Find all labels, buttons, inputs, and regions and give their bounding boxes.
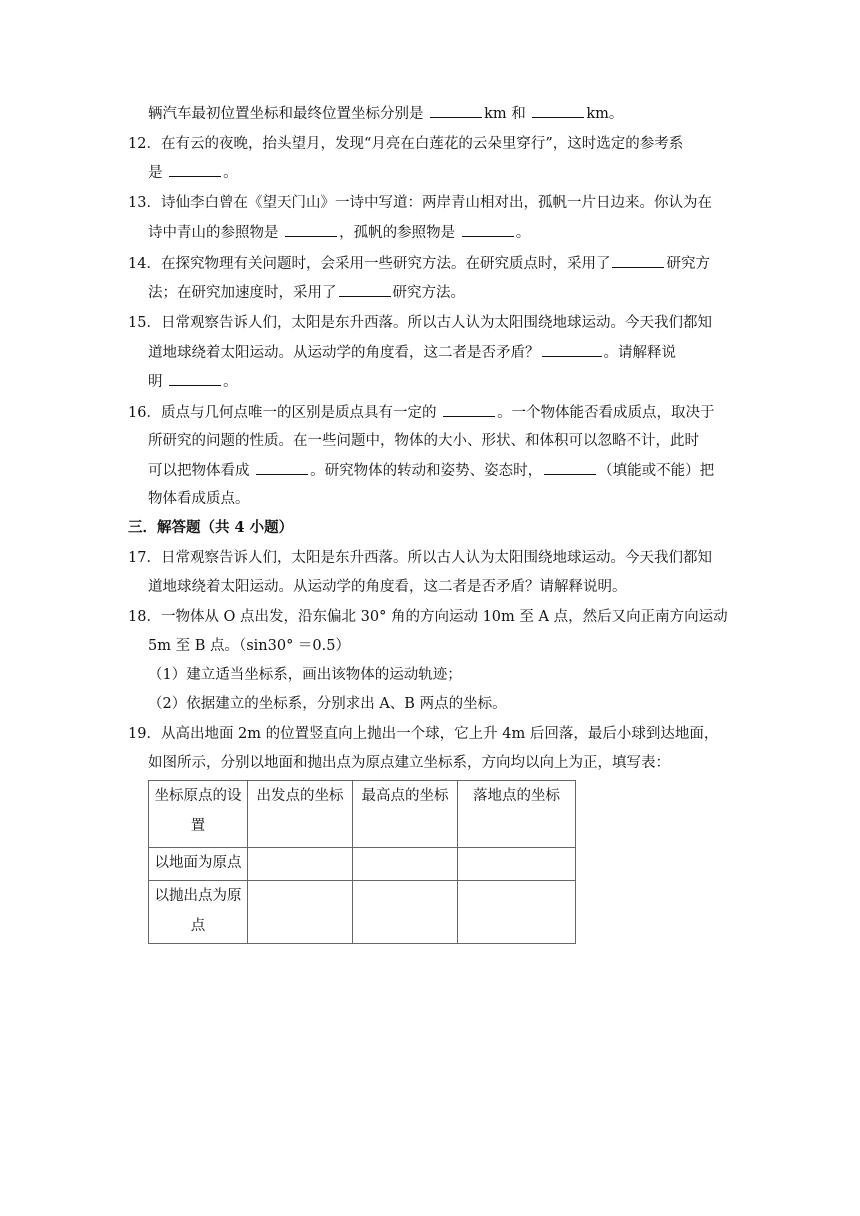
q15-text-2a: 道地球绕着太阳运动。从运动学的角度看，这二者是否矛盾？	[148, 345, 540, 361]
q15-blank-1	[542, 342, 602, 357]
table-cell	[353, 881, 458, 944]
q11-text-a: 辆汽车最初位置坐标和最终位置坐标分别是	[148, 106, 429, 122]
q13-blank-2	[462, 222, 514, 237]
q16-text-3c: （填能或不能）把	[598, 463, 715, 479]
q14-text-1b: 研究方	[666, 256, 710, 272]
q14-text-2b: 研究方法。	[392, 285, 465, 301]
q12-text-2b: 。	[223, 165, 238, 181]
q17-text-2: 道地球绕着太阳运动。从运动学的角度看，这二者是否矛盾？请解释说明。	[148, 579, 627, 595]
q13-line-2	[148, 222, 530, 243]
table-cell	[458, 881, 576, 944]
q19-line-2	[148, 753, 670, 773]
q17-line-1	[128, 548, 712, 568]
q15-text-2b: 。请解释说	[603, 345, 676, 361]
q16-text-2: 所研究的问题的性质。在一些问题中，物体的大小、形状、和体积可以忽略不计，此时	[148, 433, 699, 449]
table-cell	[248, 881, 353, 944]
q11-blank-2	[532, 103, 584, 118]
table-row-label: 以地面为原点	[149, 848, 248, 881]
q19-line-1	[128, 724, 718, 744]
q15-number: 15．	[128, 315, 161, 331]
table-header-start: 出发点的坐标	[248, 781, 353, 848]
q15-text-3a: 明	[148, 374, 168, 390]
q12-text-2a: 是	[148, 165, 168, 181]
q15-line-1	[128, 313, 712, 333]
q17-text-1: 日常观察告诉人们，太阳是东升西落。所以古人认为太阳围绕地球运动。今天我们都知	[160, 550, 712, 566]
q14-line-2	[148, 282, 465, 303]
q18-sub-1: （1）建立适当坐标系，画出该物体的运动轨迹；	[148, 667, 462, 683]
q12-text-1: 在有云的夜晚，抬头望月，发现“月亮在白莲花的云朵里穿行”，这时选定的参考系	[160, 136, 684, 152]
q13-text-2a: 诗中青山的参照物是	[148, 225, 284, 241]
table-row	[149, 881, 576, 944]
q12-blank	[169, 162, 221, 177]
q16-text-1b: 。一个物体能否看成质点，取决于	[497, 405, 715, 421]
q16-blank-3	[544, 460, 596, 475]
q15-line-3	[148, 371, 238, 392]
q16-number: 16．	[128, 405, 161, 421]
q16-text-1a: 质点与几何点唯一的区别是质点具有一定的	[160, 405, 442, 421]
q12-line-1	[128, 134, 683, 154]
q14-line-1	[128, 253, 710, 274]
q17-line-2	[148, 577, 627, 597]
q18-number: 18．	[128, 609, 161, 625]
q11-blank-1	[430, 103, 482, 118]
table-header-row	[149, 781, 576, 848]
q13-text-2b: ，孤帆的参照物是	[339, 225, 460, 241]
q14-text-2a: 法；在研究加速度时，采用了	[148, 285, 337, 301]
q16-text-3b: 。研究物体的转动和姿势、姿态时，	[310, 463, 543, 479]
q16-line-2	[148, 431, 699, 451]
q18-text-2: 5m 至 B 点。（sin30° ＝0.5）	[148, 638, 350, 654]
table-row-label: 以抛出点为原点	[149, 881, 248, 944]
q12-number: 12．	[128, 136, 161, 152]
q16-blank-2	[256, 460, 308, 475]
q19-answer-table	[148, 780, 576, 944]
q11-continuation	[148, 103, 623, 124]
q18-sub-2: （2）依据建立的坐标系，分别求出 A、B 两点的坐标。	[148, 696, 507, 712]
table-header-origin: 坐标原点的设置	[149, 781, 248, 848]
q13-line-1	[128, 193, 712, 213]
q16-text-4: 物体看成质点。	[148, 491, 250, 507]
q13-blank-1	[285, 222, 337, 237]
q19-number: 19．	[128, 726, 161, 742]
q16-line-1	[128, 402, 715, 423]
q12-line-2	[148, 162, 238, 183]
q15-blank-2	[169, 371, 221, 386]
q15-line-2	[148, 342, 676, 363]
q14-number: 14．	[128, 256, 161, 272]
q11-text-c: km。	[586, 106, 624, 122]
table-cell	[353, 848, 458, 881]
q15-text-1: 日常观察告诉人们，太阳是东升西落。所以古人认为太阳围绕地球运动。今天我们都知	[160, 315, 712, 331]
q18-line-2	[148, 636, 350, 656]
q14-text-1a: 在探究物理有关问题时，会采用一些研究方法。在研究质点时，采用了	[160, 256, 611, 272]
table-cell	[458, 848, 576, 881]
q17-number: 17．	[128, 550, 161, 566]
table-header-landing: 落地点的坐标	[458, 781, 576, 848]
table-cell	[248, 848, 353, 881]
q11-text-b: km 和	[484, 106, 531, 122]
q18-line-1	[128, 607, 728, 627]
section-3-heading: 三．解答题（共 4 小题）	[128, 519, 294, 536]
q15-text-3b: 。	[223, 374, 238, 390]
q13-number: 13．	[128, 195, 161, 211]
table-row	[149, 848, 576, 881]
table-header-highest: 最高点的坐标	[353, 781, 458, 848]
q19-text-2: 如图所示，分别以地面和抛出点为原点建立坐标系，方向均以向上为正，填写表：	[148, 755, 670, 771]
q19-text-1: 从高出地面 2m 的位置竖直向上抛出一个球，它上升 4m 后回落，最后小球到达地面，	[160, 726, 719, 742]
q14-blank-1	[612, 253, 664, 268]
q13-text-2c: 。	[515, 225, 531, 241]
q16-blank-1	[443, 402, 495, 417]
q13-text-1: 诗仙李白曾在《望天门山》一诗中写道：两岸青山相对出，孤帆一片日边来。你认为在	[160, 195, 712, 211]
q18-text-1: 一物体从 O 点出发，沿东偏北 30° 角的方向运动 10m 至 A 点，然后又向正南方向运动	[160, 609, 728, 625]
q16-line-3	[148, 460, 714, 481]
q14-blank-2	[339, 282, 391, 297]
q16-line-4	[148, 489, 250, 509]
q16-text-3a: 可以把物体看成	[148, 463, 255, 479]
